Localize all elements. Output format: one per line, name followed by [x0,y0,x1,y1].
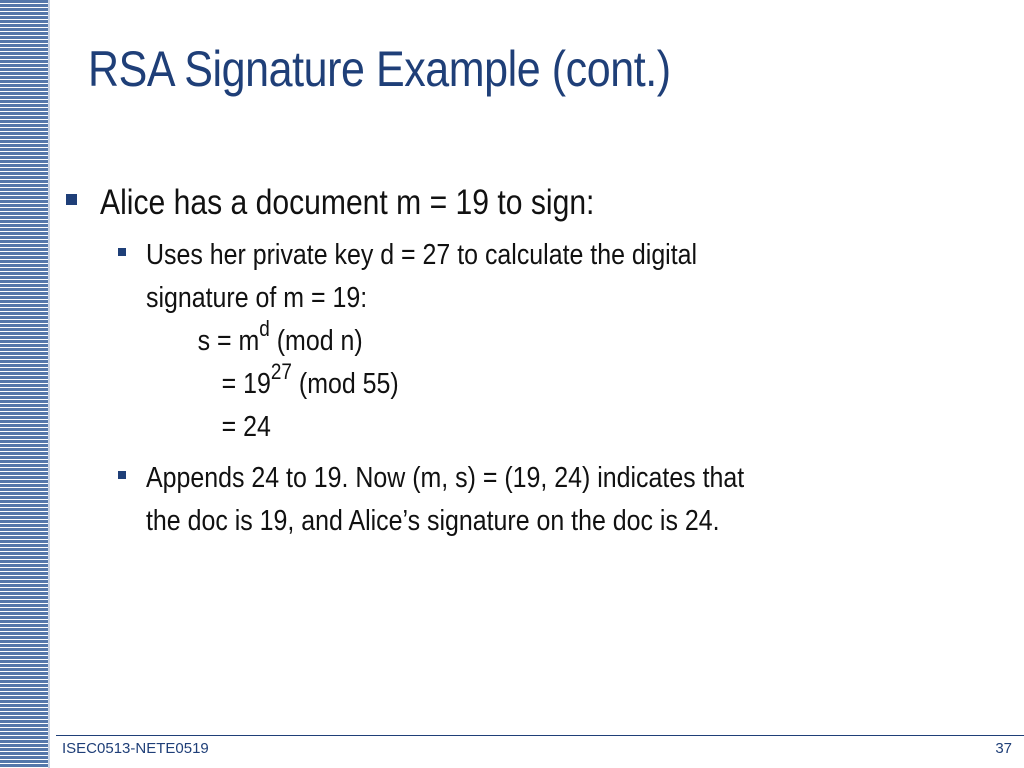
sub1-line2: signature of m = 19: [146,282,368,314]
sidebar-stripes [0,0,48,768]
small-square-bullet-icon [118,471,126,479]
sub2-line1: Appends 24 to 19. Now (m, s) = (19, 24) indicates that [146,462,745,494]
slide-title: RSA Signature Example (cont.) [88,41,671,97]
exponent-d: d [259,316,270,342]
exponent-27: 27 [270,359,292,385]
small-square-bullet-icon [118,248,126,256]
sub-bullet-signature [62,234,962,449]
footer-page-number: 37 [995,740,1012,757]
bullet-main [62,180,962,226]
equation-line-1: $s = m^d$ (mod n) [197,316,363,357]
footer-divider [56,735,1024,736]
square-bullet-icon [66,194,77,205]
sidebar-edge [48,0,50,768]
sub1-line1: Uses her private key d = 27 to calculate the digital [146,239,698,271]
equation-line-3: = 24 [221,411,271,443]
equation-line-2: = $19^{27}$ (mod 55) [221,359,399,400]
sub2-line2: the doc is 19, and Alice’s signature on the doc is 24. [146,505,720,537]
sub-bullet-append [62,457,962,543]
slide-content [62,180,962,543]
footer-course-code: ISEC0513-NETE0519 [62,740,209,757]
bullet-main-text: Alice has a document m = 19 to sign: [100,183,595,222]
